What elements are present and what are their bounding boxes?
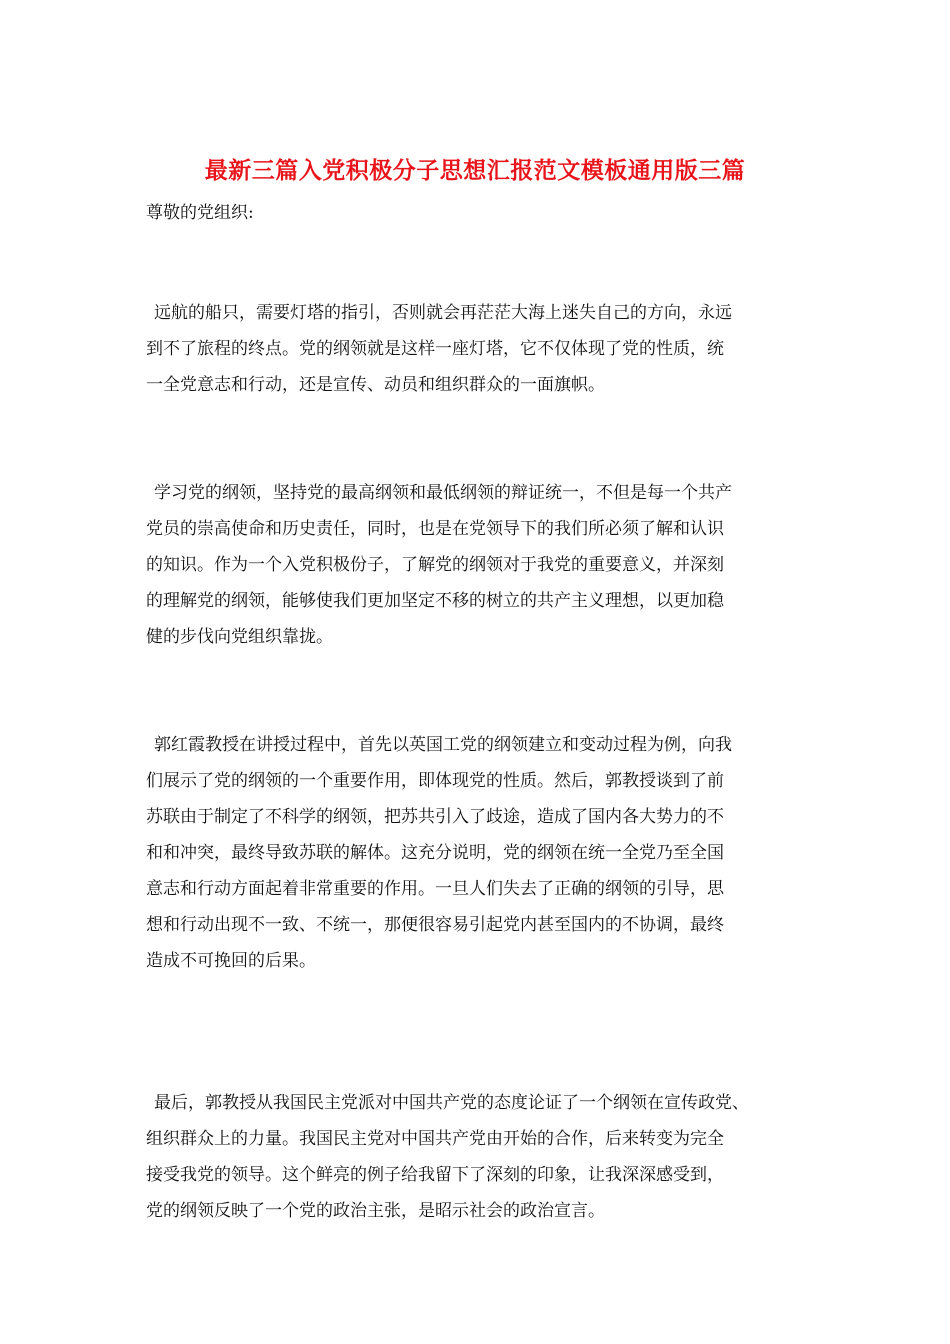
paragraph-line: 和和冲突，最终导致苏联的解体。这充分说明，党的纲领在统一全党乃至全国 (146, 843, 724, 863)
paragraph-line: 的知识。作为一个入党积极份子，了解党的纲领对于我党的重要意义，并深刻 (146, 555, 724, 575)
paragraph-4 (146, 1085, 826, 1229)
paragraph-line: 们展示了党的纲领的一个重要作用，即体现党的性质。然后，郭教授谈到了前 (146, 771, 724, 791)
paragraph-line: 党员的崇高使命和历史责任，同时，也是在党领导下的我们所必须了解和认识 (146, 519, 724, 539)
paragraph-line: 健的步伐向党组织靠拢。 (146, 627, 333, 647)
paragraph-line: 造成不可挽回的后果。 (146, 951, 316, 971)
paragraph-line: 学习党的纲领，坚持党的最高纲领和最低纲领的辩证统一，不但是每一个共产 (154, 483, 732, 503)
paragraph-line: 郭红霞教授在讲授过程中，首先以英国工党的纲领建立和变动过程为例，向我 (154, 735, 732, 755)
paragraph-line: 意志和行动方面起着非常重要的作用。一旦人们失去了正确的纲领的引导，思 (146, 879, 724, 899)
paragraph-line: 组织群众上的力量。我国民主党对中国共产党由开始的合作，后来转变为完全 (146, 1129, 724, 1149)
paragraph-line: 苏联由于制定了不科学的纲领，把苏共引入了歧途，造成了国内各大势力的不 (146, 807, 724, 827)
paragraph-line: 到不了旅程的终点。党的纲领就是这样一座灯塔，它不仅体现了党的性质，统 (146, 339, 724, 359)
paragraph-line: 接受我党的领导。这个鲜亮的例子给我留下了深刻的印象，让我深深感受到， (146, 1165, 724, 1185)
paragraph-line: 远航的船只，需要灯塔的指引，否则就会再茫茫大海上迷失自己的方向，永远 (154, 303, 732, 323)
paragraph-line: 党的纲领反映了一个党的政治主张，是昭示社会的政治宣言。 (146, 1201, 605, 1221)
paragraph-2 (146, 475, 826, 655)
salutation: 尊敬的党组织: (146, 203, 254, 223)
paragraph-line: 最后，郭教授从我国民主党派对中国共产党的态度论证了一个纲领在宣传政党、 (154, 1093, 749, 1113)
paragraph-3 (146, 727, 826, 979)
paragraph-line: 的理解党的纲领，能够使我们更加坚定不移的树立的共产主义理想，以更加稳 (146, 591, 724, 611)
paragraph-1 (146, 295, 826, 403)
document-title: 最新三篇入党积极分子思想汇报范文模板通用版三篇 (204, 157, 746, 184)
paragraph-line: 一全党意志和行动，还是宣传、动员和组织群众的一面旗帜。 (146, 375, 605, 395)
paragraph-line: 想和行动出现不一致、不统一，那便很容易引起党内甚至国内的不协调，最终 (146, 915, 724, 935)
